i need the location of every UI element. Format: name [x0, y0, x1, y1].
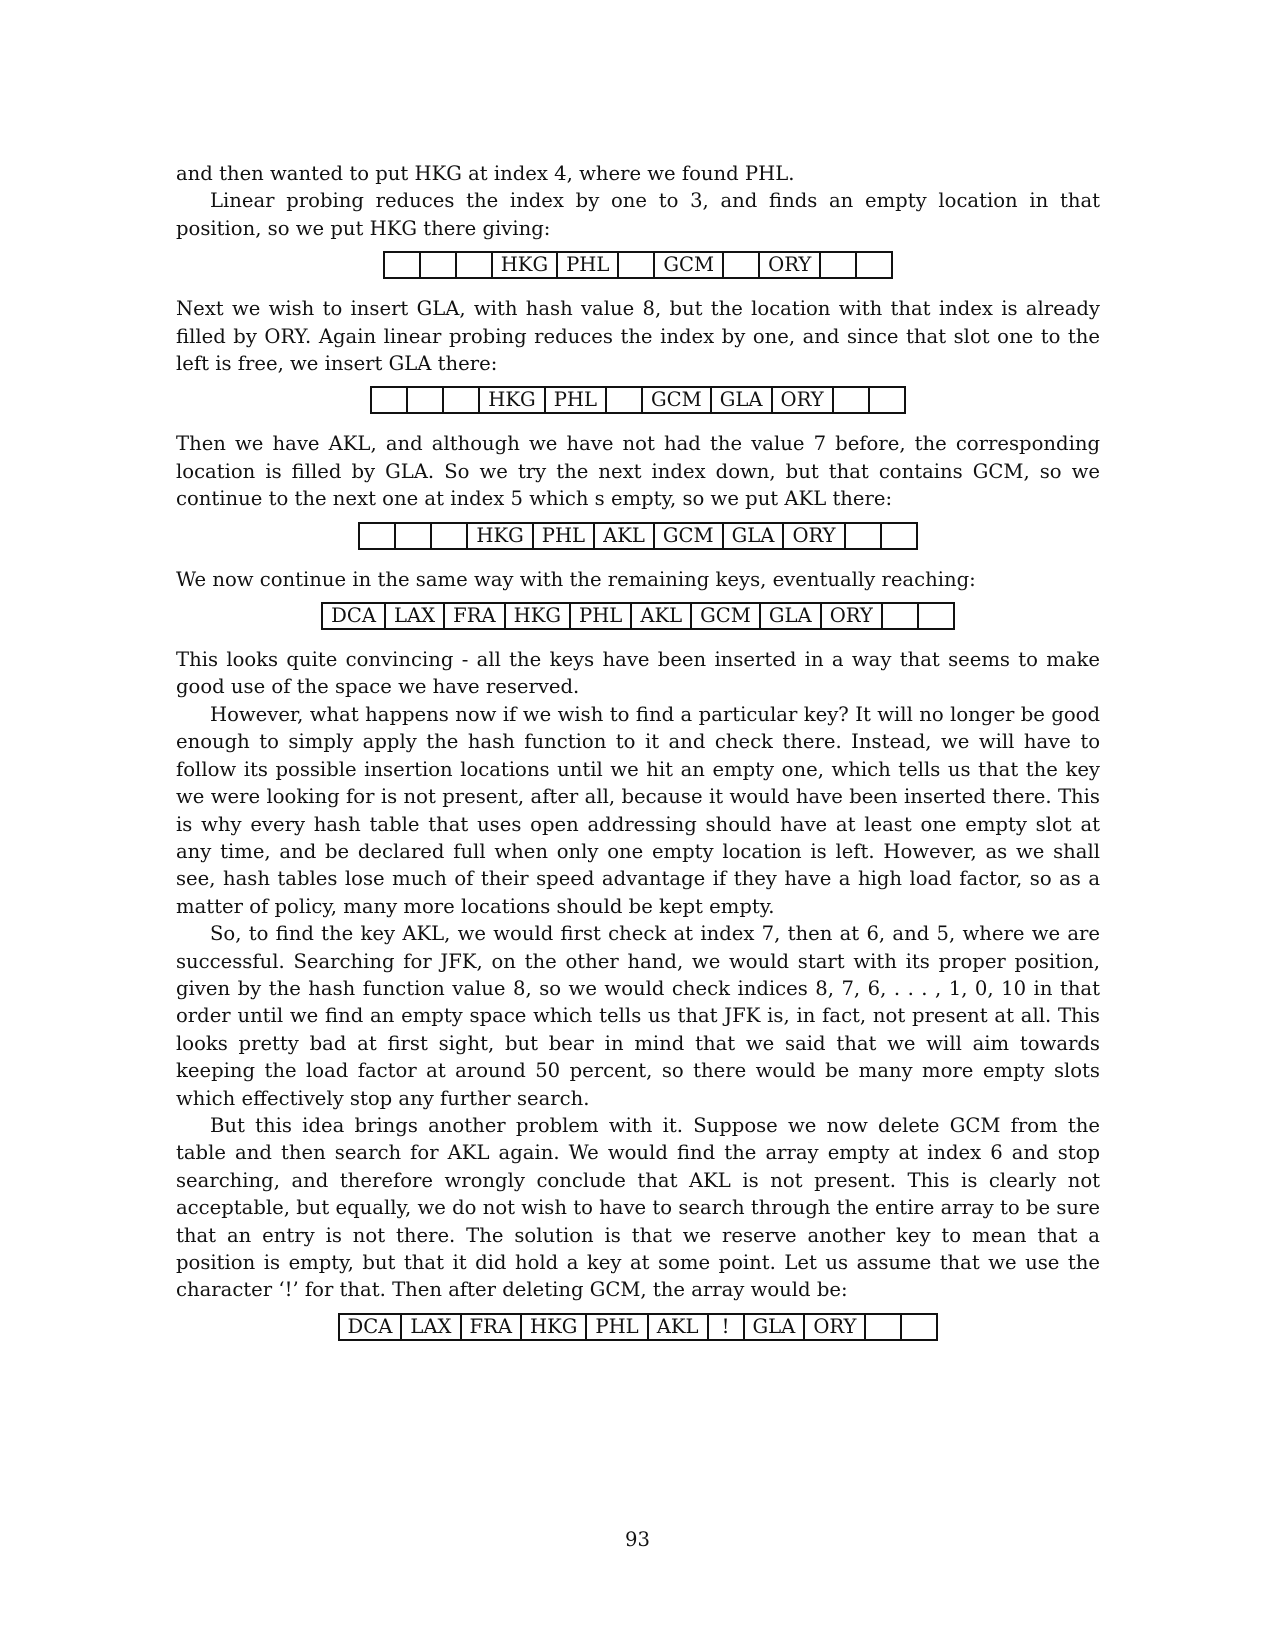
array-cell: FRA — [444, 603, 505, 629]
paragraph-4: Then we have AKL, and although we have not had the value 7 before, the corresponding location is filled by GLA. So we try the next index down, but that contains GCM, so we continue to the next one at index 5 which s empty, so we put AKL there: — [176, 432, 1100, 511]
paragraph-7: However, what happens now if we wish to find a particular key? It will no longer be good enough to simply apply the hash function to it and check there. Instead, we will have to follow its possible insertion locations until we hit an empty one, which tells us that the key we were looking for is not present, after all, because it would have been inserted there. This is why every hash table that uses open addressing should have at least one empty slot at any time, and be declared full when only one empty location is left. However, as we shall see, hash tables lose much of their speed advantage if they have a high load factor, so as a matter of policy, many more locations should be kept empty. — [176, 702, 1100, 918]
array-cell: ORY — [772, 387, 833, 413]
array-cell: AKL — [631, 603, 691, 629]
hash-array-3 — [176, 522, 1100, 550]
array-cell: LAX — [401, 1314, 460, 1340]
array-cell: HKG — [467, 523, 532, 549]
array-cell — [407, 387, 443, 413]
paragraph-1: and then wanted to put HKG at index 4, where we found PHL. — [176, 162, 795, 185]
page-number: 93 — [625, 1528, 650, 1551]
hash-array-row — [359, 523, 916, 549]
array-cell — [918, 603, 954, 629]
paragraph-6: This looks quite convincing - all the keys have been inserted in a way that seems to make good use of the space we have reserved. — [176, 648, 1100, 699]
array-cell: ORY — [759, 252, 820, 278]
array-cell — [833, 387, 869, 413]
array-cell — [865, 1314, 901, 1340]
array-cell — [431, 523, 467, 549]
array-cell: ! — [708, 1314, 744, 1340]
array-cell: HKG — [492, 252, 557, 278]
array-cell — [882, 603, 918, 629]
array-cell — [371, 387, 407, 413]
array-cell: FRA — [461, 1314, 522, 1340]
hash-array-table — [321, 602, 955, 630]
array-cell: GLA — [744, 1314, 805, 1340]
page-body — [176, 160, 1100, 1357]
array-cell: AKL — [594, 523, 654, 549]
array-cell: ORY — [783, 523, 844, 549]
array-cell: HKG — [521, 1314, 586, 1340]
hash-array-row — [384, 252, 893, 278]
array-cell — [395, 523, 431, 549]
array-cell — [456, 252, 492, 278]
hash-array-row — [371, 387, 904, 413]
array-cell — [845, 523, 881, 549]
array-cell: GCM — [654, 523, 723, 549]
array-cell — [869, 387, 905, 413]
array-cell: DCA — [322, 603, 385, 629]
paragraph-5: We now continue in the same way with the remaining keys, eventually reaching: — [176, 567, 976, 591]
array-cell: HKG — [479, 387, 544, 413]
array-cell — [901, 1314, 937, 1340]
hash-array-1 — [176, 251, 1100, 279]
hash-array-table — [370, 386, 905, 414]
array-cell — [881, 523, 917, 549]
array-cell: GCM — [691, 603, 760, 629]
hash-array-row — [322, 603, 954, 629]
array-cell — [618, 252, 654, 278]
array-cell: DCA — [339, 1314, 402, 1340]
array-cell: GCM — [642, 387, 711, 413]
array-cell: PHL — [533, 523, 594, 549]
paragraph-2: Linear probing reduces the index by one to 3, and finds an empty location in that position, so we put HKG there giving: — [176, 189, 1100, 240]
array-cell: GLA — [711, 387, 772, 413]
hash-array-2 — [176, 386, 1100, 414]
array-cell: ORY — [804, 1314, 865, 1340]
paragraph-9: But this idea brings another problem with it. Suppose we now delete GCM from the table and then search for AKL again. We would find the array empty at index 6 and stop searching, and therefore wrongly conclude that AKL is not present. This is clearly not acceptable, but equally, we do not wish to have to search through the entire array to be sure that an entry is not there. The solution is that we reserve another key to mean that a position is empty, but that it did hold a key at some point. Let us assume that we use the character ‘!’ for that. Then after deleting GCM, the array would be: — [176, 1113, 1100, 1302]
paragraph-8: So, to find the key AKL, we would first check at index 7, then at 6, and 5, where we are successful. Searching for JFK, on the other hand, we would start with its proper position, given by the hash function value 8, so we would check indices 8, 7, 6, . . . , 1, 0, 10 in that order until we find an empty space which tells us that JFK is, in fact, not present at all. This looks pretty bad at first sight, but bear in mind that we said that we will aim towards keeping the load factor at around 50 percent, so there would be many more empty slots which effectively stop any further search. — [176, 922, 1100, 1110]
array-cell: PHL — [545, 387, 606, 413]
hash-array-5 — [176, 1313, 1100, 1341]
array-cell — [384, 252, 420, 278]
hash-array-table — [358, 522, 917, 550]
array-cell — [606, 387, 642, 413]
array-cell — [359, 523, 395, 549]
array-cell — [723, 252, 759, 278]
array-cell: GLA — [723, 523, 784, 549]
array-cell: PHL — [586, 1314, 647, 1340]
hash-array-row — [339, 1314, 938, 1340]
array-cell: LAX — [385, 603, 444, 629]
array-cell: GCM — [654, 252, 723, 278]
hash-array-table — [383, 251, 894, 279]
array-cell: HKG — [505, 603, 570, 629]
array-cell — [443, 387, 479, 413]
hash-array-4 — [176, 602, 1100, 630]
hash-array-table — [338, 1313, 939, 1341]
array-cell — [820, 252, 856, 278]
array-cell: ORY — [821, 603, 882, 629]
array-cell: PHL — [557, 252, 618, 278]
array-cell: GLA — [760, 603, 821, 629]
array-cell: PHL — [570, 603, 631, 629]
array-cell — [420, 252, 456, 278]
paragraph-3: Next we wish to insert GLA, with hash value 8, but the location with that index is already filled by ORY. Again linear probing reduces the index by one, and since that slot one to the left is free, we insert GLA there: — [176, 297, 1100, 376]
array-cell — [856, 252, 892, 278]
array-cell: AKL — [648, 1314, 708, 1340]
